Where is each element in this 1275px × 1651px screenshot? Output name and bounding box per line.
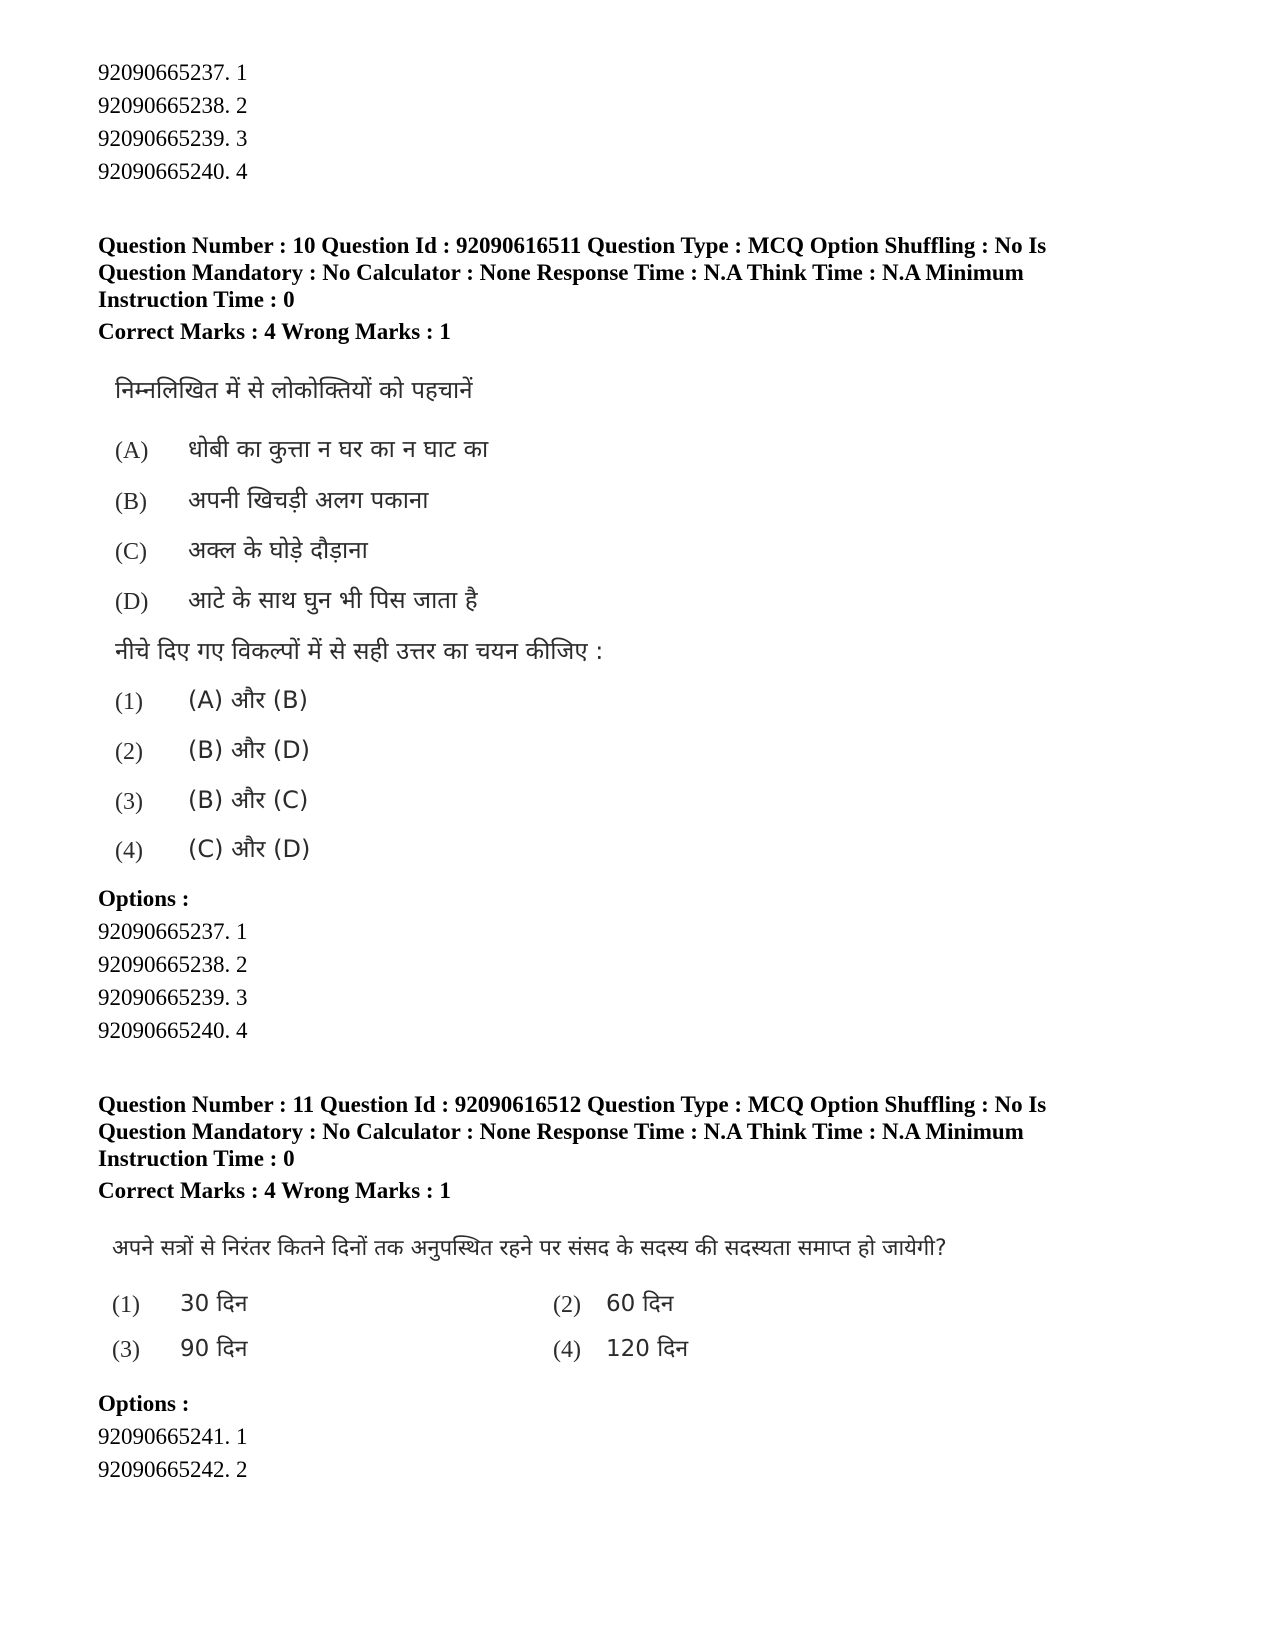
q11-choice-label: (2) (553, 1292, 581, 1318)
q10-header-line2: Question Mandatory : No Calculator : None Response Time : N.A Think Time : N.A Minimum (98, 260, 1024, 285)
q11-choice-text: 120 दिन (606, 1336, 689, 1362)
q10-statement-label: (B) (115, 489, 147, 515)
option-line: 92090665241. 1 (98, 1424, 248, 1449)
q10-statement-label: (D) (115, 589, 149, 615)
q10-stem: निम्नलिखित में से लोकोक्तियों को पहचानें (115, 376, 473, 404)
q11-choice-label: (1) (112, 1292, 140, 1318)
q11-header-line1: Question Number : 11 Question Id : 92090616512 Question Type : MCQ Option Shuffling : No Is (98, 1092, 1047, 1117)
q11-marks: Correct Marks : 4 Wrong Marks : 1 (98, 1178, 451, 1203)
q11-header-line2: Question Mandatory : No Calculator : None Response Time : N.A Think Time : N.A Minimum (98, 1119, 1024, 1144)
q10-choice-text: (B) और (C) (188, 786, 309, 814)
q11-choice-label: (3) (112, 1337, 140, 1363)
q10-choice-label: (4) (115, 838, 143, 864)
q10-marks: Correct Marks : 4 Wrong Marks : 1 (98, 319, 451, 344)
q11-choice-text: 60 दिन (606, 1291, 674, 1317)
q11-options-heading: Options : (98, 1391, 190, 1416)
q11-header-line3: Instruction Time : 0 (98, 1146, 295, 1171)
option-line: 92090665238. 2 (98, 952, 248, 977)
q11-choice-label: (4) (553, 1337, 581, 1363)
q11-choice-text: 30 दिन (180, 1291, 248, 1317)
option-line: 92090665237. 1 (98, 919, 248, 944)
option-line: 92090665240. 4 (98, 1018, 248, 1043)
q11-choice-text: 90 दिन (180, 1336, 248, 1362)
q10-choice-label: (2) (115, 739, 143, 765)
option-line: 92090665237. 1 (98, 60, 248, 85)
q10-statement-label: (C) (115, 539, 147, 565)
option-line: 92090665240. 4 (98, 159, 248, 184)
q10-header-line1: Question Number : 10 Question Id : 92090616511 Question Type : MCQ Option Shuffling : No Is (98, 233, 1047, 258)
q10-statement-text: अक्ल के घोड़े दौड़ाना (188, 536, 368, 564)
option-line: 92090665238. 2 (98, 93, 248, 118)
option-line: 92090665242. 2 (98, 1457, 248, 1482)
q10-statement-text: अपनी खिचड़ी अलग पकाना (188, 486, 429, 514)
option-line: 92090665239. 3 (98, 985, 248, 1010)
q10-choice-text: (B) और (D) (188, 736, 311, 764)
q10-choice-label: (1) (115, 689, 143, 715)
q10-choice-text: (C) और (D) (188, 835, 311, 863)
q10-choice-label: (3) (115, 789, 143, 815)
q10-options-heading: Options : (98, 886, 190, 911)
q10-statement-text: धोबी का कुत्ता न घर का न घाट का (188, 435, 489, 463)
q10-instruction: नीचे दिए गए विकल्पों में से सही उत्तर का चयन कीजिए : (115, 637, 604, 665)
q10-statement-label: (A) (115, 438, 149, 464)
q10-header-line3: Instruction Time : 0 (98, 287, 295, 312)
q10-choice-text: (A) और (B) (188, 686, 308, 714)
q10-statement-text: आटे के साथ घुन भी पिस जाता है (188, 586, 478, 614)
q11-stem: अपने सत्रों से निरंतर कितने दिनों तक अनुपस्थित रहने पर संसद के सदस्य की सदस्यता समाप्त हो जायेगी? (112, 1236, 947, 1261)
option-line: 92090665239. 3 (98, 126, 248, 151)
